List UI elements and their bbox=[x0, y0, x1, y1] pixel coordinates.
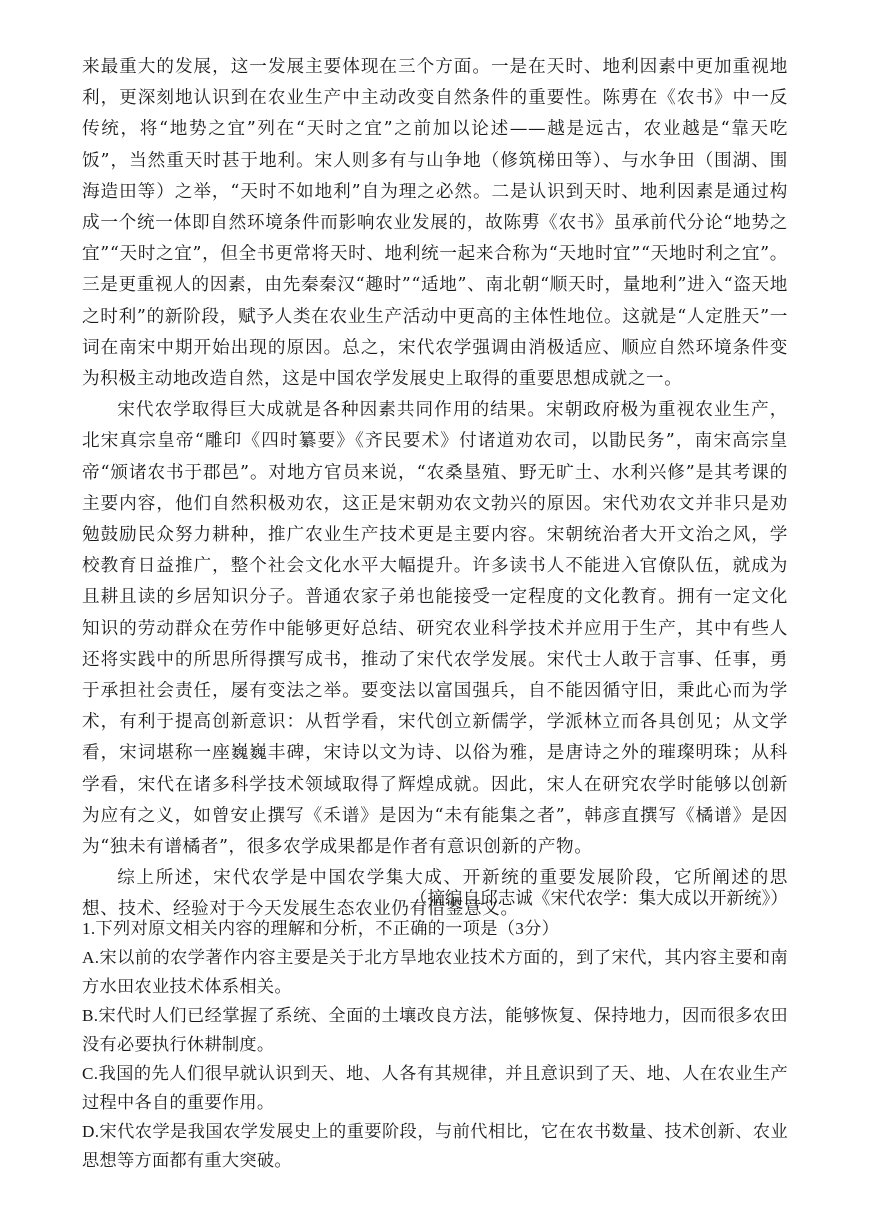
question-stem: 1.下列对原文相关内容的理解和分析，不正确的一项是（3分） bbox=[82, 919, 560, 938]
passage-source: （摘编自邱志诚《宋代农学：集大成以开新统》） bbox=[409, 889, 788, 909]
passage-paragraph-3: 综上所述，宋代农学是中国农学集大成、开新统的重要发展阶段，它所阐述的思想、技术、经验对于今天发展生态农业仍有借鉴意义。 bbox=[82, 868, 788, 920]
option-d: D.宋代农学是我国农学发展史上的重要阶段，与前代相比，它在农书数量、技术创新、农业思想等方面都有重大突破。 bbox=[82, 1122, 788, 1170]
question-block bbox=[82, 914, 788, 1175]
option-c: C.我国的先人们很早就认识到天、地、人各有其规律，并且意识到了天、地、人在农业生产过程中各自的重要作用。 bbox=[82, 1064, 788, 1112]
passage-paragraph-2: 宋代农学取得巨大成就是各种因素共同作用的结果。宋朝政府极为重视农业生产，北宋真宗皇帝“雕印《四时纂要》《齐民要术》付诸道劝农司，以勖民务”，南宋高宗皇帝“颁诸农书于郡邑”。对地方官员来说，“农桑垦殖、野无旷土、水利兴修”是其考课的主要内容，他们自然积极劝农，这正是宋朝劝农文勃兴的原因。宋代劝农文并非只是劝勉鼓励民众努力耕种，推广农业生产技术更是主要内容。宋朝统治者大开文治之风，学校教育日益推广，整个社会文化水平大幅提升。许多读书人不能进入官僚队伍，就成为且耕且读的乡居知识分子。普通农家子弟也能接受一定程度的文化教育。拥有一定文化知识的劳动群众在劳作中能够更好总结、研究农业科学技术并应用于生产，其中有些人还将实践中的所思所得撰写成书，推动了宋代农学发展。宋代士人敢于言事、任事，勇于承担社会责任，屡有变法之举。要变法以富国强兵，自不能因循守旧，秉此心而为学术，有利于提高创新意识：从哲学看，宋代创立新儒学，学派林立而各具创见；从文学看，宋词堪称一座巍巍丰碑，宋诗以文为诗、以俗为雅，是唐诗之外的璀璨明珠；从科学看，宋代在诸多科学技术领域取得了辉煌成就。因此，宋人在研究农学时能够以创新为应有之义，如曾安止撰写《禾谱》是因为“未有能集之者”，韩彦直撰写《橘谱》是因为“独未有谱橘者”，很多农学成果都是作者有意识创新的产物。 bbox=[82, 400, 788, 858]
option-a: A.宋以前的农学著作内容主要是关于北方旱地农业技术方面的，到了宋代，其内容主要和南方水田农业技术体系相关。 bbox=[82, 948, 788, 996]
option-b: B.宋代时人们已经掌握了系统、全面的土壤改良方法，能够恢复、保持地力，因而很多农田没有必要执行休耕制度。 bbox=[82, 1006, 788, 1054]
reading-passage bbox=[82, 52, 788, 926]
passage-paragraph-1: 来最重大的发展，这一发展主要体现在三个方面。一是在天时、地利因素中更加重视地利，更深刻地认识到在农业生产中主动改变自然条件的重要性。陈旉在《农书》中一反传统，将“地势之宜”列在“天时之宜”之前加以论述——越是远古，农业越是“靠天吃饭”，当然重天时甚于地利。宋人则多有与山争地（修筑梯田等）、与水争田（围湖、围海造田等）之举，“天时不如地利”自为理之必然。二是认识到天时、地利因素是通过构成一个统一体即自然环境条件而影响农业发展的，故陈旉《农书》虽承前代分论“地势之宜”“天时之宜”，但全书更常将天时、地利统一起来合称为“天地时宜”“天地时利之宜”。三是更重视人的因素，由先秦秦汉“趣时”“适地”、南北朝“顺天时，量地利”进入“盗天地之时利”的新阶段，赋予人类在农业生产活动中更高的主体性地位。这就是“人定胜天”一词在南宋中期开始出现的原因。总之，宋代农学强调由消极适应、顺应自然环境条件变为积极主动地改造自然，这是中国农学发展史上取得的重要思想成就之一。 bbox=[82, 57, 788, 390]
